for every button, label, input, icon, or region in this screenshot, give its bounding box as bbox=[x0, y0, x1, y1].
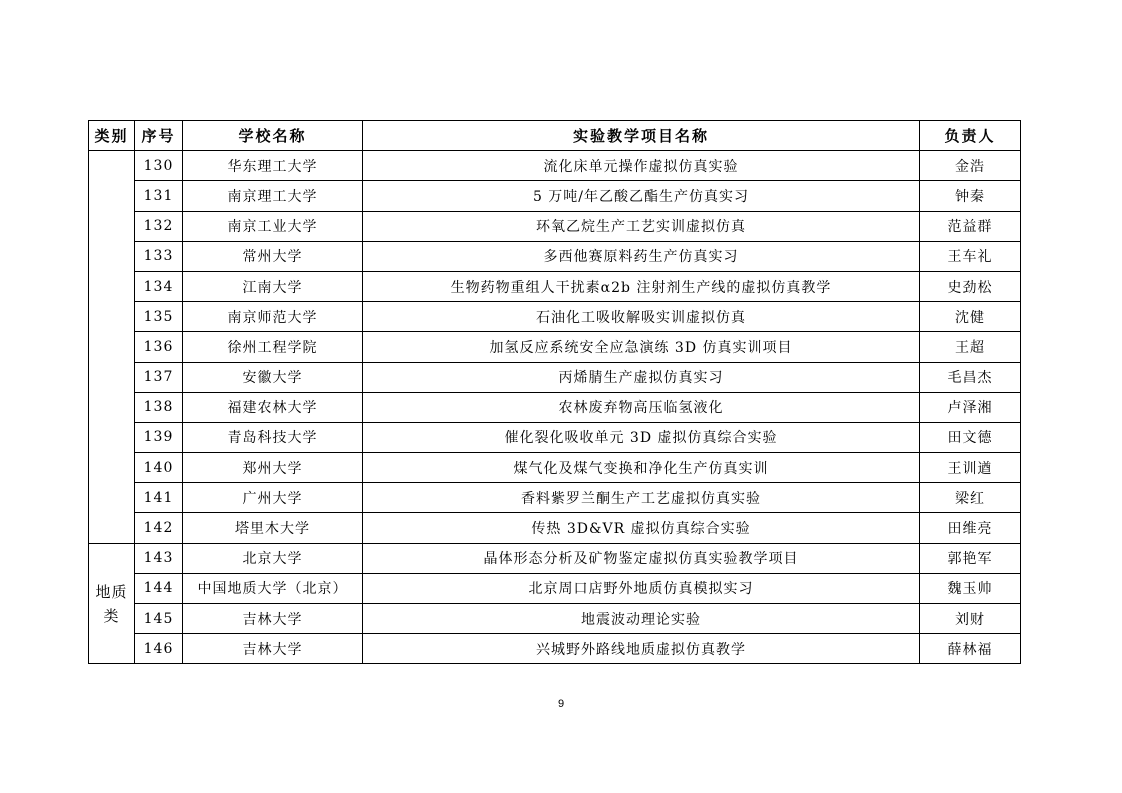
table-row bbox=[89, 573, 1021, 603]
leader-cell: 薛林福 bbox=[920, 634, 1021, 664]
table-row bbox=[89, 151, 1021, 181]
number-cell: 130 bbox=[135, 151, 183, 181]
leader-cell: 田维亮 bbox=[920, 513, 1021, 543]
leader-cell: 梁红 bbox=[920, 483, 1021, 513]
project-cell: 石油化工吸收解吸实训虚拟仿真 bbox=[363, 302, 920, 332]
header-category: 类别 bbox=[89, 121, 135, 151]
leader-cell: 王车礼 bbox=[920, 241, 1021, 271]
number-cell: 131 bbox=[135, 181, 183, 211]
category-cell bbox=[89, 151, 135, 543]
project-table bbox=[88, 120, 1021, 664]
school-cell: 青岛科技大学 bbox=[183, 422, 363, 452]
number-cell: 140 bbox=[135, 453, 183, 483]
project-cell: 香料紫罗兰酮生产工艺虚拟仿真实验 bbox=[363, 483, 920, 513]
table-row bbox=[89, 271, 1021, 301]
school-cell: 南京师范大学 bbox=[183, 302, 363, 332]
project-cell: 晶体形态分析及矿物鉴定虚拟仿真实验教学项目 bbox=[363, 543, 920, 573]
school-cell: 华东理工大学 bbox=[183, 151, 363, 181]
number-cell: 145 bbox=[135, 604, 183, 634]
number-cell: 144 bbox=[135, 573, 183, 603]
school-cell: 郑州大学 bbox=[183, 453, 363, 483]
number-cell: 138 bbox=[135, 392, 183, 422]
leader-cell: 沈健 bbox=[920, 302, 1021, 332]
school-cell: 江南大学 bbox=[183, 271, 363, 301]
leader-cell: 刘财 bbox=[920, 604, 1021, 634]
project-cell: 北京周口店野外地质仿真模拟实习 bbox=[363, 573, 920, 603]
number-cell: 133 bbox=[135, 241, 183, 271]
number-cell: 135 bbox=[135, 302, 183, 332]
school-cell: 安徽大学 bbox=[183, 362, 363, 392]
table-row bbox=[89, 241, 1021, 271]
number-cell: 143 bbox=[135, 543, 183, 573]
header-project-name: 实验教学项目名称 bbox=[363, 121, 920, 151]
page-number: 9 bbox=[557, 698, 565, 710]
table-row bbox=[89, 332, 1021, 362]
header-leader: 负责人 bbox=[920, 121, 1021, 151]
header-school-name: 学校名称 bbox=[183, 121, 363, 151]
table-row bbox=[89, 302, 1021, 332]
table-row bbox=[89, 513, 1021, 543]
school-cell: 常州大学 bbox=[183, 241, 363, 271]
project-cell: 加氢反应系统安全应急演练 3D 仿真实训项目 bbox=[363, 332, 920, 362]
project-cell: 丙烯腈生产虚拟仿真实习 bbox=[363, 362, 920, 392]
table-row bbox=[89, 392, 1021, 422]
number-cell: 137 bbox=[135, 362, 183, 392]
number-cell: 132 bbox=[135, 211, 183, 241]
leader-cell: 金浩 bbox=[920, 151, 1021, 181]
project-cell: 催化裂化吸收单元 3D 虚拟仿真综合实验 bbox=[363, 422, 920, 452]
table-row bbox=[89, 483, 1021, 513]
school-cell: 塔里木大学 bbox=[183, 513, 363, 543]
header-number: 序号 bbox=[135, 121, 183, 151]
project-cell: 生物药物重组人干扰素α2b 注射剂生产线的虚拟仿真教学 bbox=[363, 271, 920, 301]
project-cell: 兴城野外路线地质虚拟仿真教学 bbox=[363, 634, 920, 664]
school-cell: 吉林大学 bbox=[183, 634, 363, 664]
number-cell: 141 bbox=[135, 483, 183, 513]
leader-cell: 范益群 bbox=[920, 211, 1021, 241]
leader-cell: 钟秦 bbox=[920, 181, 1021, 211]
project-cell: 环氧乙烷生产工艺实训虚拟仿真 bbox=[363, 211, 920, 241]
number-cell: 134 bbox=[135, 271, 183, 301]
project-cell: 农林废弃物高压临氢液化 bbox=[363, 392, 920, 422]
table-row bbox=[89, 422, 1021, 452]
school-cell: 北京大学 bbox=[183, 543, 363, 573]
table-row bbox=[89, 362, 1021, 392]
category-line: 地质 bbox=[95, 582, 128, 601]
table-row bbox=[89, 634, 1021, 664]
number-cell: 136 bbox=[135, 332, 183, 362]
table-row bbox=[89, 604, 1021, 634]
category-cell bbox=[89, 543, 135, 664]
leader-cell: 田文德 bbox=[920, 422, 1021, 452]
project-cell: 地震波动理论实验 bbox=[363, 604, 920, 634]
table-header-row bbox=[89, 121, 1021, 151]
project-cell: 传热 3D&VR 虚拟仿真综合实验 bbox=[363, 513, 920, 543]
leader-cell: 王训遒 bbox=[920, 453, 1021, 483]
project-cell: 煤气化及煤气变换和净化生产仿真实训 bbox=[363, 453, 920, 483]
table-row bbox=[89, 211, 1021, 241]
table-body bbox=[89, 151, 1021, 664]
school-cell: 广州大学 bbox=[183, 483, 363, 513]
number-cell: 142 bbox=[135, 513, 183, 543]
leader-cell: 史劲松 bbox=[920, 271, 1021, 301]
leader-cell: 毛昌杰 bbox=[920, 362, 1021, 392]
leader-cell: 魏玉帅 bbox=[920, 573, 1021, 603]
project-cell: 流化床单元操作虚拟仿真实验 bbox=[363, 151, 920, 181]
school-cell: 福建农林大学 bbox=[183, 392, 363, 422]
number-cell: 146 bbox=[135, 634, 183, 664]
project-cell: 5 万吨/年乙酸乙酯生产仿真实习 bbox=[363, 181, 920, 211]
school-cell: 中国地质大学（北京） bbox=[183, 573, 363, 603]
table-row bbox=[89, 181, 1021, 211]
school-cell: 南京理工大学 bbox=[183, 181, 363, 211]
category-line: 类 bbox=[103, 606, 120, 625]
school-cell: 徐州工程学院 bbox=[183, 332, 363, 362]
number-cell: 139 bbox=[135, 422, 183, 452]
leader-cell: 卢泽湘 bbox=[920, 392, 1021, 422]
school-cell: 吉林大学 bbox=[183, 604, 363, 634]
project-cell: 多西他赛原料药生产仿真实习 bbox=[363, 241, 920, 271]
table-row bbox=[89, 543, 1021, 573]
table-row bbox=[89, 453, 1021, 483]
school-cell: 南京工业大学 bbox=[183, 211, 363, 241]
leader-cell: 王超 bbox=[920, 332, 1021, 362]
leader-cell: 郭艳军 bbox=[920, 543, 1021, 573]
